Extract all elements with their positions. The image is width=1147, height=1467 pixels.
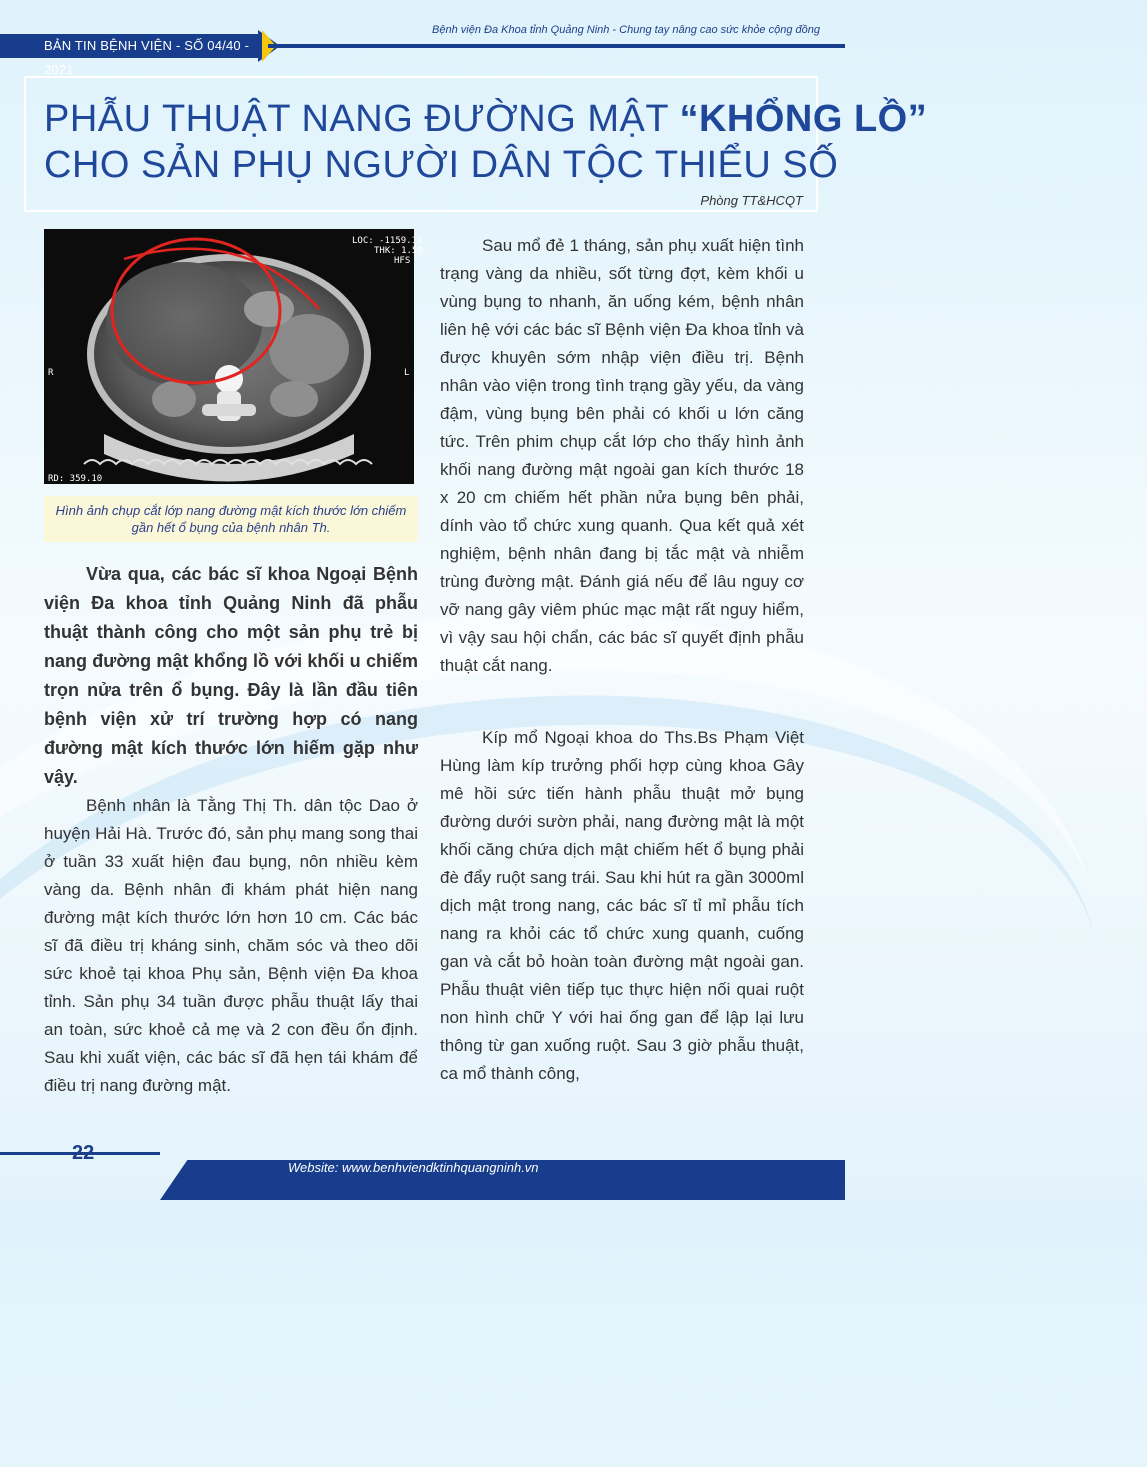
bulletin-label: BẢN TIN BỆNH VIỆN - SỐ 04/40 - 2021 (0, 34, 262, 58)
article-title-line2: CHO SẢN PHỤ NGƯỜI DÂN TỘC THIỂU SỐ (44, 144, 839, 186)
ct-overlay-r: R (48, 368, 54, 378)
ct-scan-image (44, 229, 423, 484)
ct-overlay-hfs: HFS (394, 256, 411, 266)
article-paragraph-right-2: Kíp mổ Ngoại khoa do Ths.Bs Phạm Việt Hùng làm kíp trưởng phối hợp cùng khoa Gây mê hồi sức tiến hành phẫu thuật mở bụng đường dưới sườn phải, nang đường mật là một khối căng chứa dịch mật chiếm hết ổ bụng phải đè đẩy ruột sang trái. Sau khi hút ra gần 3000ml dịch mật trong nang, các bác sĩ tỉ mỉ phẫu tích nang ra khỏi các tổ chức xung quanh, cuống gan và cắt bỏ hoàn toàn đường mật ngoài gan. Phẫu thuật viên tiếp tục thực hiện nối quai ruột non hình chữ Y với hai ống gan để lập lại lưu thông từ gan xuống ruột. Sau 3 giờ phẫu thuật, ca mổ thành công, (440, 728, 804, 1083)
ct-overlay-rd: RD: 359.10 (48, 474, 103, 484)
ct-scan-drawing (44, 229, 423, 484)
footer-website: Website: www.benhviendktinhquangninh.vn (288, 1160, 539, 1175)
title-line1-emphasis: “KHỔNG LỒ” (679, 98, 928, 140)
ct-overlay-thk: THK: 1.50 (374, 246, 423, 256)
article-paragraph-left: Bệnh nhân là Tằng Thị Th. dân tộc Dao ở huyện Hải Hà. Trước đó, sản phụ mang song thai ở tuần 33 xuất hiện đau bụng, nôn nhiều kèm vàng da. Bệnh nhân đi khám phát hiện nang đường mật kích thước lớn hơn 10 cm. Các bác sĩ đã điều trị kháng sinh, chăm sóc và theo dõi sức khoẻ tại khoa Phụ sản, Bệnh viện Đa khoa tỉnh. Sản phụ 34 tuần được phẫu thuật lấy thai an toàn, sức khoẻ cả mẹ và 2 con đều ổn định. Sau khi xuất viện, các bác sĩ đã hẹn tái khám để điều trị nang đường mật. (44, 796, 418, 1095)
article-lead: Vừa qua, các bác sĩ khoa Ngoại Bệnh viện Đa khoa tỉnh Quảng Ninh đã phẫu thuật thành công cho một sản phụ trẻ bị nang đường mật khổng lồ với khối u chiếm trọn nửa trên ổ bụng. Đây là lần đầu tiên bệnh viện xử trí trường hợp có nang đường mật kích thước lớn hiếm gặp như vậy. (44, 564, 418, 787)
header-rule (268, 44, 845, 48)
article-paragraph-right-1: Sau mổ đẻ 1 tháng, sản phụ xuất hiện tình trạng vàng da nhiều, sốt từng đợt, kèm khối u vùng bụng to nhanh, ăn uống kém, bệnh nhân liên hệ với các bác sĩ Bệnh viện Đa khoa tỉnh và được khuyên sớm nhập viện điều trị. Bệnh nhân vào viện trong tình trạng gầy yếu, da vàng đậm, vùng bụng bên phải có khối u lớn căng tức. Trên phim chụp cắt lớp cho thấy hình ảnh khối nang đường mật ngoài gan kích thước 18 x 20 cm chiếm hết phần nửa bụng bên phải, dính vào tổ chức xung quanh. Qua kết quả xét nghiệm, bệnh nhân đang bị tắc mật và nhiễm trùng đường mật. Đánh giá nếu để lâu nguy cơ vỡ nang gây viêm phúc mạc mật rất nguy hiểm, vì vậy sau hội chẩn, các bác sĩ quyết định phẫu thuật cắt nang. (440, 236, 804, 675)
image-caption: Hình ảnh chụp cắt lớp nang đường mật kích thước lớn chiếm gần hết ổ bụng của bệnh nhân Th. (44, 496, 418, 542)
ct-overlay-loc: LOC: -1159.11 (352, 236, 423, 246)
header-slogan: Bệnh viện Đa Khoa tỉnh Quảng Ninh - Chung tay nâng cao sức khỏe cộng đồng (432, 24, 820, 36)
title-line1-prefix: PHẪU THUẬT NANG ĐƯỜNG MẬT (44, 98, 680, 140)
page-number: 22 (72, 1142, 95, 1164)
ct-overlay-l: L (404, 368, 410, 378)
article-byline: Phòng TT&HCQT (700, 193, 803, 208)
article-title-line1 (44, 98, 928, 141)
